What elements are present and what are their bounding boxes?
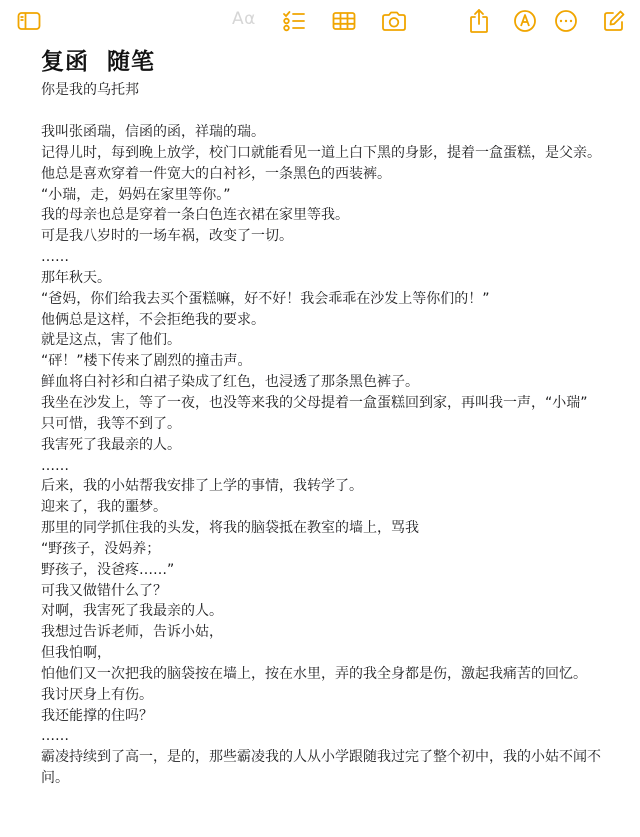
- note-paragraph: 但我怕啊，: [41, 645, 111, 662]
- note-paragraph: 他俩总是这样，不会拒绝我的要求。: [41, 311, 265, 328]
- note-paragraph: “小瑞，走，妈妈在家里等你。”: [41, 186, 231, 203]
- note-paragraph: 我叫张函瑞，信函的函，祥瑞的瑞。: [41, 124, 265, 140]
- note-editor[interactable]: [41, 46, 601, 789]
- note-paragraph: 我想过告诉老师，告诉小姑，: [41, 624, 223, 641]
- note-paragraph: 对啊，我害死了我最亲的人。: [41, 603, 223, 620]
- note-paragraph: 鲜血将白衬衫和白裙子染成了红色，也浸透了那条黑色裤子。: [41, 374, 419, 391]
- note-paragraph: 那里的同学抓住我的头发，将我的脑袋抵在教室的墙上，骂我: [41, 520, 419, 537]
- note-body: [41, 122, 601, 789]
- share-icon[interactable]: [466, 8, 492, 34]
- note-paragraph: 迎来了，我的噩梦。: [41, 499, 167, 516]
- note-paragraph: 就是这点，害了他们。: [41, 332, 181, 349]
- sidebar-icon[interactable]: [16, 8, 42, 34]
- note-paragraph: 霸凌持续到了高一，是的，那些霸凌我的人从小学跟随我过完了整个初中，我的小姑不闻不问。: [41, 749, 601, 787]
- note-title: 复函 随笔: [41, 49, 156, 75]
- compose-icon[interactable]: [601, 8, 627, 34]
- checklist-icon[interactable]: [281, 8, 307, 34]
- text-format-icon[interactable]: Aα: [232, 9, 256, 29]
- note-paragraph: 他总是喜欢穿着一件宽大的白衬衫，一条黑色的西装裤。: [41, 165, 391, 182]
- note-paragraph: 我还能撑的住吗？: [41, 707, 153, 724]
- camera-icon[interactable]: [381, 8, 407, 34]
- note-paragraph: 我的母亲也总是穿着一条白色连衣裙在家里等我。: [41, 207, 349, 224]
- markup-pen-icon[interactable]: [512, 8, 538, 34]
- note-paragraph: 记得儿时，每到晚上放学，校门口就能看见一道上白下黑的身影，提着一盒蛋糕，是父亲。: [41, 144, 601, 161]
- note-paragraph: 我讨厌身上有伤。: [41, 686, 153, 703]
- note-paragraph: 我坐在沙发上，等了一夜，也没等来我的父母提着一盒蛋糕回到家，再叫我一声，“小瑞”: [41, 394, 588, 411]
- note-paragraph: “爸妈，你们给我去买个蛋糕嘛，好不好！我会乖乖在沙发上等你们的！”: [41, 290, 490, 307]
- note-paragraph: 可我又做错什么了？: [41, 582, 167, 599]
- note-paragraph: ……: [41, 249, 69, 266]
- blank-line: [41, 101, 601, 122]
- more-icon[interactable]: [553, 8, 579, 34]
- toolbar: [0, 0, 640, 42]
- note-paragraph: ……: [41, 728, 69, 745]
- note-paragraph: 野孩子，没爸疼……”: [41, 561, 175, 578]
- table-icon[interactable]: [331, 8, 357, 34]
- note-paragraph: 怕他们又一次把我的脑袋按在墙上，按在水里，弄的我全身都是伤，激起我痛苦的回忆。: [41, 665, 587, 682]
- note-paragraph: “野孩子，没妈养；: [41, 540, 161, 557]
- note-paragraph: 可是我八岁时的一场车祸，改变了一切。: [41, 228, 293, 245]
- note-paragraph: 只可惜，我等不到了。: [41, 415, 181, 432]
- note-paragraph: 那年秋天。: [41, 269, 111, 286]
- note-paragraph: ……: [41, 457, 69, 474]
- note-subtitle: 你是我的乌托邦: [41, 82, 139, 98]
- note-paragraph: 我害死了我最亲的人。: [41, 436, 181, 453]
- note-paragraph: “砰！”楼下传来了剧烈的撞击声。: [41, 353, 252, 370]
- note-paragraph: 后来，我的小姑帮我安排了上学的事情，我转学了。: [41, 478, 363, 495]
